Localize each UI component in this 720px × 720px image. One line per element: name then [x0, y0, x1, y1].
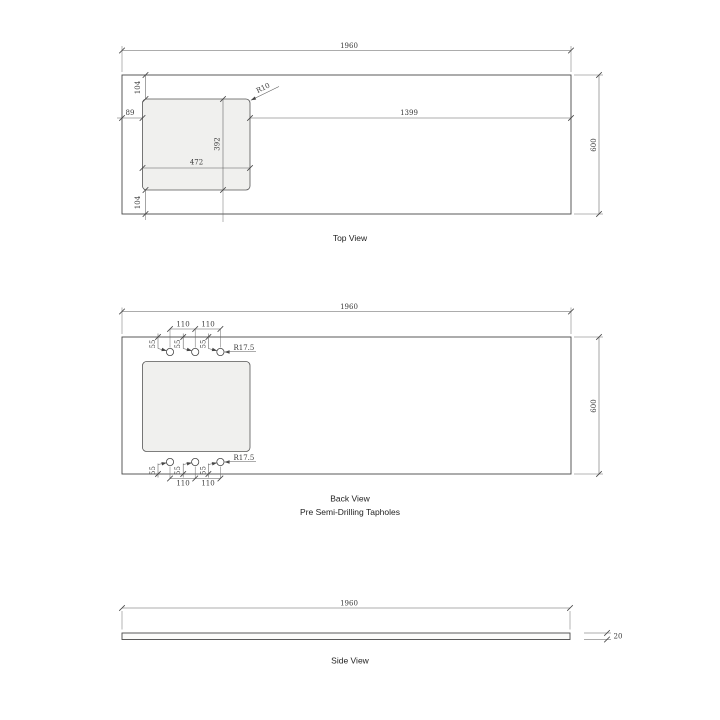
top-view-dim-offset-bottom — [134, 187, 148, 217]
dim-label-110: 110 — [201, 320, 215, 329]
back-view-dim-hole-offset-bottom-3 — [199, 461, 217, 477]
taphole-bottom-2 — [192, 458, 199, 465]
top-view-radius-leader — [250, 81, 279, 101]
top-view-dim-right-span — [247, 109, 574, 121]
back-view-radius-leader-bottom — [224, 454, 256, 464]
dim-label-472: 472 — [189, 158, 204, 167]
top-view-dim-offset-top — [134, 72, 148, 102]
dim-label-1960: 1960 — [340, 599, 358, 608]
side-view-title: Side View — [331, 655, 369, 666]
dim-label-55: 55 — [149, 339, 157, 349]
dim-label-110: 110 — [176, 479, 190, 488]
dim-label-55: 55 — [199, 466, 208, 475]
dim-label-104-bottom: 104 — [134, 195, 142, 210]
dim-label-1960: 1960 — [340, 303, 358, 311]
dim-label-600: 600 — [590, 138, 598, 152]
back-view-dim-height — [574, 334, 603, 477]
side-view — [119, 600, 622, 666]
back-view-subtitle: Pre Semi-Drilling Tapholes — [300, 507, 400, 517]
top-view-title: Top View — [332, 233, 368, 243]
back-view-dim-hole-offset-top-1 — [149, 334, 167, 353]
back-view-sink-cutout — [143, 362, 251, 452]
back-view-dim-width — [119, 303, 574, 334]
back-view-dim-hole-offset-top-3 — [199, 334, 217, 353]
back-view-dim-hole-offset-bottom-2 — [174, 461, 192, 477]
dim-label-r17-5: R17.5 — [233, 343, 255, 352]
dim-label-1399: 1399 — [400, 108, 418, 117]
top-view-sink-cutout — [143, 99, 251, 190]
top-view-dim-width — [119, 42, 574, 72]
dim-label-20: 20 — [613, 632, 623, 641]
taphole-bottom-1 — [166, 458, 173, 465]
side-view-dim-width — [119, 600, 573, 630]
dim-label-55: 55 — [199, 339, 208, 349]
dim-label-55: 55 — [149, 466, 157, 475]
top-view-dim-offset-left — [117, 109, 145, 121]
dim-label-55: 55 — [174, 339, 183, 349]
dim-label-110: 110 — [176, 320, 190, 329]
taphole-top-1 — [166, 348, 173, 355]
dim-label-r17-5: R17.5 — [233, 453, 255, 462]
dim-label-89: 89 — [125, 108, 135, 117]
dim-label-55: 55 — [174, 466, 183, 475]
dim-label-110: 110 — [201, 479, 215, 488]
back-view-title: Back View — [330, 493, 370, 504]
dim-label-104-top: 104 — [134, 80, 142, 95]
taphole-bottom-3 — [217, 458, 224, 465]
top-view — [117, 42, 603, 243]
back-view-dim-hole-offset-bottom-1 — [149, 461, 167, 477]
taphole-top-3 — [217, 348, 224, 355]
dim-label-392: 392 — [213, 137, 222, 151]
dim-label-r10: R10 — [254, 81, 272, 95]
side-view-dim-thickness — [584, 630, 622, 642]
back-view-radius-leader-top — [224, 344, 256, 354]
dim-label-1960: 1960 — [340, 42, 358, 50]
back-view-dim-hole-offset-top-2 — [174, 334, 192, 353]
back-view — [119, 303, 603, 517]
top-view-dim-height — [574, 72, 603, 217]
taphole-top-2 — [192, 348, 199, 355]
dim-label-600: 600 — [590, 399, 598, 413]
side-view-slab-outline — [122, 633, 570, 640]
